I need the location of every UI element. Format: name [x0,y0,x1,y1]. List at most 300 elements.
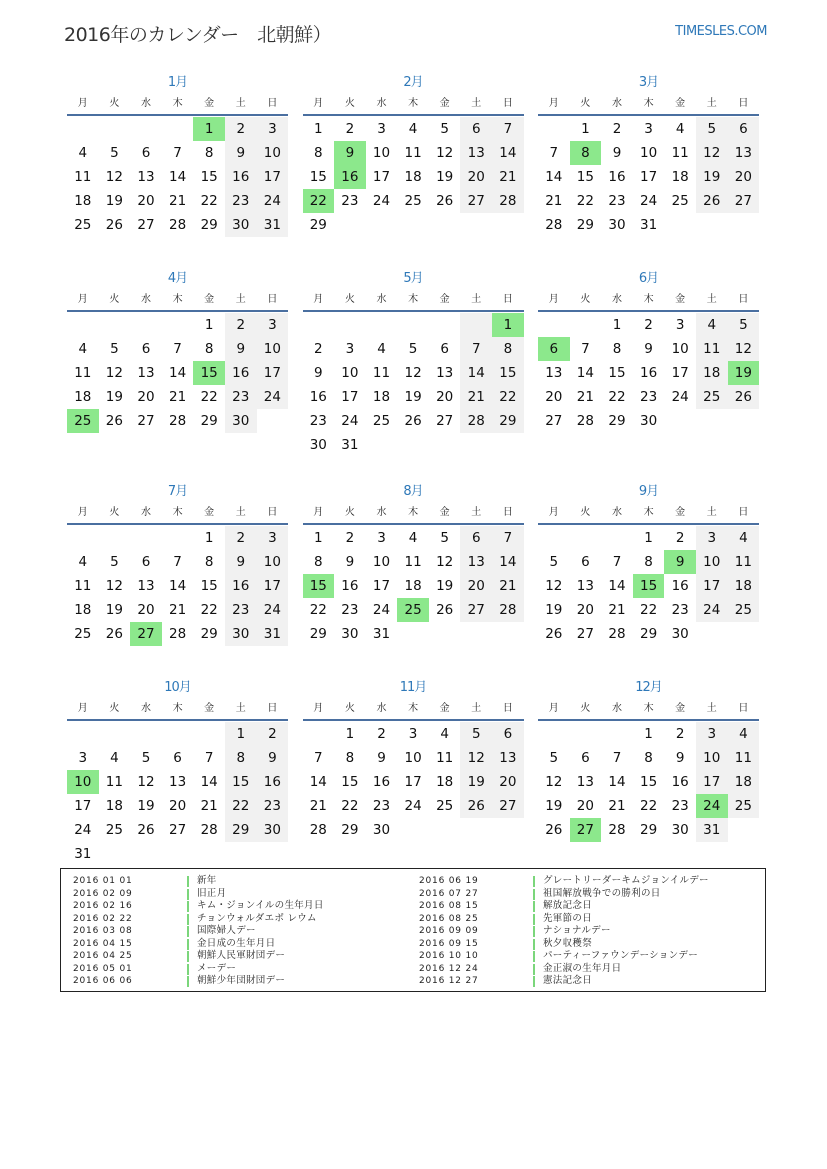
day-cell: 10 [372,145,391,161]
day-cell: 30 [671,822,689,838]
empty-cell [366,213,398,237]
day-cell: 10 [671,341,689,357]
day-cell: 26 [436,193,454,209]
months-grid [67,72,767,862]
day-cell: 15 [193,361,225,385]
holiday-date: 2016 06 06 [73,976,133,986]
day-cell: 26 [460,794,492,818]
day-cell: 21 [545,193,563,209]
day-cell: 7 [460,337,492,361]
day-cell: 6 [538,337,570,361]
legend-row [419,875,765,888]
day-grid [67,722,288,866]
day-cell: 20 [436,389,454,405]
day-cell: 16 [671,774,689,790]
day-cell: 10 [404,750,422,766]
empty-cell [162,722,194,746]
empty-cell [538,117,570,141]
weekday-label: 木 [643,507,654,518]
day-cell: 18 [372,389,391,405]
day-cell: 28 [608,822,626,838]
day-cell: 13 [460,550,492,574]
day-cell: 1 [225,722,257,746]
month-name: 11月 [399,680,427,695]
day-cell: 27 [492,794,524,818]
day-cell: 10 [372,554,391,570]
weekday-label: 月 [548,98,559,109]
day-cell: 8 [204,341,214,357]
month-name: 2月 [403,75,423,90]
empty-cell [696,622,728,646]
day-cell: 26 [105,413,123,429]
holiday-name: 旧正月 [197,887,227,899]
day-cell: 7 [549,145,559,161]
day-cell: 20 [576,798,594,814]
holiday-date: 2016 12 24 [419,963,479,974]
holiday-marker [533,939,535,950]
day-cell: 20 [460,165,492,189]
day-cell: 26 [728,385,760,409]
day-cell: 15 [633,574,665,598]
day-grid [67,117,288,237]
month-calendar [303,481,524,677]
holiday-legend [60,868,766,992]
day-cell: 14 [492,141,524,165]
day-cell: 7 [612,554,622,570]
weekday-label: 木 [172,294,183,305]
day-cell: 24 [696,794,728,818]
day-cell: 18 [436,774,454,790]
day-cell: 3 [696,526,728,550]
holiday-date: 2016 04 25 [73,951,133,961]
day-cell: 20 [137,389,155,405]
day-cell: 23 [341,193,359,209]
day-cell: 25 [671,193,689,209]
day-cell: 21 [460,385,492,409]
day-cell: 17 [74,798,92,814]
day-cell: 21 [492,574,524,598]
weekday-label: 土 [235,507,246,518]
day-grid [303,117,524,237]
day-cell: 26 [105,626,123,642]
day-cell: 18 [74,193,92,209]
day-cell: 9 [225,550,257,574]
day-cell: 14 [168,578,187,594]
day-cell: 25 [728,794,760,818]
weekday-label: 日 [502,294,513,305]
day-cell: 9 [664,550,696,574]
day-cell: 30 [225,409,257,433]
empty-cell [397,818,429,842]
holiday-name: 先軍節の日 [543,912,593,924]
day-cell: 20 [460,574,492,598]
day-cell: 11 [74,365,92,381]
day-cell: 2 [377,726,386,742]
day-cell: 27 [460,189,492,213]
day-cell: 3 [257,117,289,141]
holiday-name: 祖国解放戦争での勝利の日 [543,887,661,899]
day-cell: 31 [74,846,92,862]
weekday-label: 木 [643,98,654,109]
day-cell: 15 [576,169,594,185]
weekday-label: 水 [140,294,151,305]
day-cell: 5 [141,750,151,766]
holiday-marker [187,876,189,887]
day-cell: 12 [105,578,123,594]
empty-cell [460,622,492,646]
holiday-date: 2016 10 10 [419,951,479,961]
day-cell: 5 [696,117,728,141]
day-cell: 16 [639,365,658,381]
holiday-name: 憲法記念日 [543,975,593,986]
month-name: 10月 [164,680,191,695]
day-cell: 9 [225,337,257,361]
day-cell: 6 [460,526,492,550]
day-cell: 17 [257,574,289,598]
day-cell: 5 [440,121,449,137]
day-cell: 23 [225,189,257,213]
weekday-label: 金 [204,507,215,518]
weekday-label: 木 [643,703,654,714]
day-cell: 1 [314,121,323,137]
weekday-label: 火 [580,703,591,714]
day-cell: 24 [404,798,422,814]
weekday-label: 水 [611,507,622,518]
weekday-label: 土 [706,294,717,305]
day-cell: 30 [257,818,289,842]
weekday-header [303,699,524,721]
day-cell: 17 [341,389,359,405]
empty-cell [728,622,760,646]
day-cell: 24 [257,598,289,622]
empty-cell [162,842,194,866]
day-cell: 11 [728,746,760,770]
month-calendar [67,268,288,481]
day-cell: 19 [728,361,760,385]
day-cell: 14 [200,774,218,790]
day-cell: 6 [492,722,524,746]
day-cell: 17 [257,165,289,189]
day-cell: 3 [675,317,685,333]
day-cell: 12 [436,554,454,570]
day-cell: 18 [671,169,689,185]
day-cell: 6 [440,341,449,357]
empty-cell [99,313,131,337]
day-cell: 20 [576,602,594,618]
holiday-marker [187,951,189,962]
weekday-header [67,699,288,721]
weekday-label: 木 [408,98,419,109]
holiday-name: メーデー [197,962,237,974]
day-cell: 27 [460,598,492,622]
day-cell: 14 [576,365,594,381]
empty-cell [257,842,289,866]
day-cell: 2 [257,722,289,746]
day-cell: 21 [608,602,626,618]
day-cell: 29 [200,413,218,429]
empty-cell [303,313,335,337]
weekday-label: 金 [675,703,686,714]
day-cell: 18 [404,169,422,185]
empty-cell [130,722,162,746]
day-cell: 17 [372,169,391,185]
day-cell: 29 [341,822,359,838]
day-cell: 7 [204,750,214,766]
day-cell: 24 [257,385,289,409]
holiday-marker [533,889,535,900]
day-cell: 21 [168,193,187,209]
weekday-label: 火 [580,294,591,305]
day-cell: 3 [377,530,386,546]
day-cell: 8 [612,341,622,357]
empty-cell [570,526,602,550]
weekday-label: 木 [643,294,654,305]
empty-cell [492,622,524,646]
empty-cell [162,313,194,337]
holiday-date: 2016 08 15 [419,901,479,911]
day-cell: 12 [436,145,454,161]
weekday-header [538,290,759,312]
weekday-label: 火 [344,294,355,305]
empty-cell [366,313,398,337]
day-cell: 23 [341,602,359,618]
weekday-label: 月 [313,507,324,518]
day-grid [303,526,524,646]
day-cell: 2 [675,726,685,742]
day-cell: 26 [436,602,454,618]
day-cell: 14 [460,361,492,385]
day-cell: 27 [137,217,155,233]
day-cell: 6 [728,117,760,141]
day-cell: 15 [608,365,626,381]
empty-cell [99,117,131,141]
holiday-marker [187,976,189,987]
day-cell: 1 [492,313,524,337]
weekday-label: 日 [267,703,278,714]
day-cell: 9 [644,341,653,357]
day-cell: 2 [345,530,355,546]
weekday-label: 木 [172,98,183,109]
day-cell: 25 [404,193,422,209]
empty-cell [460,818,492,842]
weekday-header [538,699,759,721]
day-cell: 11 [436,750,454,766]
day-cell: 13 [168,774,187,790]
day-grid [538,117,759,237]
weekday-label: 火 [344,98,355,109]
day-cell: 13 [137,365,155,381]
day-cell: 8 [644,554,653,570]
day-cell: 11 [696,337,728,361]
day-cell: 12 [545,774,563,790]
empty-cell [397,622,429,646]
weekday-label: 月 [77,703,88,714]
legend-row [419,963,765,976]
weekday-label: 月 [77,507,88,518]
day-cell: 11 [404,554,422,570]
legend-column-left [73,875,419,991]
day-cell: 17 [372,578,391,594]
day-cell: 3 [257,313,289,337]
day-cell: 4 [696,313,728,337]
holiday-marker [533,926,535,937]
day-cell: 4 [408,121,418,137]
day-cell: 7 [173,145,182,161]
month-name: 6月 [638,271,659,286]
day-cell: 27 [168,822,187,838]
day-cell: 10 [696,746,728,770]
weekday-label: 土 [235,294,246,305]
day-cell: 14 [608,578,626,594]
day-cell: 13 [576,578,594,594]
day-cell: 10 [341,365,359,381]
holiday-date: 2016 12 27 [419,976,479,986]
day-cell: 5 [460,722,492,746]
day-cell: 29 [200,626,218,642]
day-cell: 12 [696,141,728,165]
legend-row [73,888,419,901]
weekday-label: 火 [580,507,591,518]
day-cell: 17 [696,770,728,794]
weekday-label: 金 [439,507,450,518]
weekday-label: 土 [471,703,482,714]
day-cell: 10 [257,550,289,574]
day-cell: 7 [581,341,590,357]
day-cell: 22 [303,189,335,213]
day-cell: 13 [728,141,760,165]
day-cell: 15 [309,169,327,185]
legend-row [419,913,765,926]
weekday-label: 土 [706,98,717,109]
day-cell: 22 [225,794,257,818]
holiday-date: 2016 02 16 [73,901,133,911]
holiday-marker [187,926,189,937]
day-cell: 15 [639,774,658,790]
weekday-label: 日 [738,98,749,109]
weekday-label: 金 [675,507,686,518]
legend-row [73,963,419,976]
holiday-date: 2016 09 09 [419,926,479,936]
empty-cell [538,526,570,550]
weekday-label: 日 [267,507,278,518]
day-cell: 9 [225,141,257,165]
day-cell: 26 [696,189,728,213]
day-cell: 5 [549,750,559,766]
day-cell: 11 [74,578,92,594]
day-grid [538,722,759,842]
legend-row [419,938,765,951]
brand-link[interactable]: TIMESLES.COM [675,24,767,39]
day-cell: 17 [671,365,689,381]
empty-cell [397,213,429,237]
weekday-label: 金 [439,703,450,714]
weekday-label: 金 [439,98,450,109]
empty-cell [570,313,602,337]
day-cell: 16 [309,389,327,405]
day-cell: 18 [105,798,123,814]
day-cell: 16 [257,770,289,794]
day-cell: 15 [225,770,257,794]
day-cell: 20 [728,165,760,189]
day-cell: 17 [404,774,422,790]
day-cell: 6 [141,341,151,357]
weekday-label: 金 [439,294,450,305]
holiday-name: 金正淑の生年月日 [543,962,622,974]
day-cell: 20 [137,602,155,618]
day-cell: 28 [200,822,218,838]
day-cell: 2 [314,341,323,357]
empty-cell [492,213,524,237]
holiday-date: 2016 09 15 [419,938,479,949]
weekday-label: 水 [611,98,622,109]
day-cell: 7 [173,341,182,357]
day-cell: 3 [408,726,418,742]
weekday-label: 火 [580,98,591,109]
day-cell: 27 [570,818,602,842]
holiday-marker [187,964,189,975]
day-cell: 24 [257,189,289,213]
day-grid [67,313,288,433]
day-cell: 8 [570,141,602,165]
day-cell: 31 [372,626,391,642]
weekday-label: 土 [471,507,482,518]
day-cell: 20 [168,798,187,814]
empty-cell [728,409,760,433]
month-calendar [67,481,288,677]
day-cell: 25 [372,413,391,429]
day-cell: 10 [696,550,728,574]
day-cell: 19 [137,798,155,814]
empty-cell [601,722,633,746]
day-cell: 2 [345,121,355,137]
day-cell: 2 [225,313,257,337]
empty-cell [366,433,398,457]
empty-cell [67,722,99,746]
empty-cell [130,313,162,337]
day-cell: 8 [492,337,524,361]
day-cell: 21 [168,389,187,405]
weekday-label: 月 [313,703,324,714]
day-cell: 16 [608,169,626,185]
weekday-label: 金 [675,294,686,305]
page-title: 2016年のカレンダー 北朝鮮） [64,24,332,46]
day-cell: 15 [492,361,524,385]
day-cell: 4 [675,121,685,137]
day-cell: 11 [74,169,92,185]
day-cell: 2 [644,317,653,333]
weekday-label: 土 [235,98,246,109]
day-cell: 18 [74,602,92,618]
empty-cell [162,117,194,141]
weekday-label: 火 [109,98,120,109]
day-cell: 23 [257,794,289,818]
legend-row [73,875,419,888]
day-cell: 1 [644,530,653,546]
day-cell: 27 [576,626,594,642]
holiday-date: 2016 02 22 [73,913,133,924]
day-cell: 2 [675,530,685,546]
day-cell: 8 [204,145,214,161]
day-cell: 10 [639,145,658,161]
legend-row [419,950,765,963]
day-cell: 16 [372,774,391,790]
day-cell: 9 [377,750,386,766]
day-cell: 3 [257,526,289,550]
weekday-header [538,94,759,116]
month-calendar [67,677,288,862]
empty-cell [696,213,728,237]
weekday-label: 土 [706,703,717,714]
